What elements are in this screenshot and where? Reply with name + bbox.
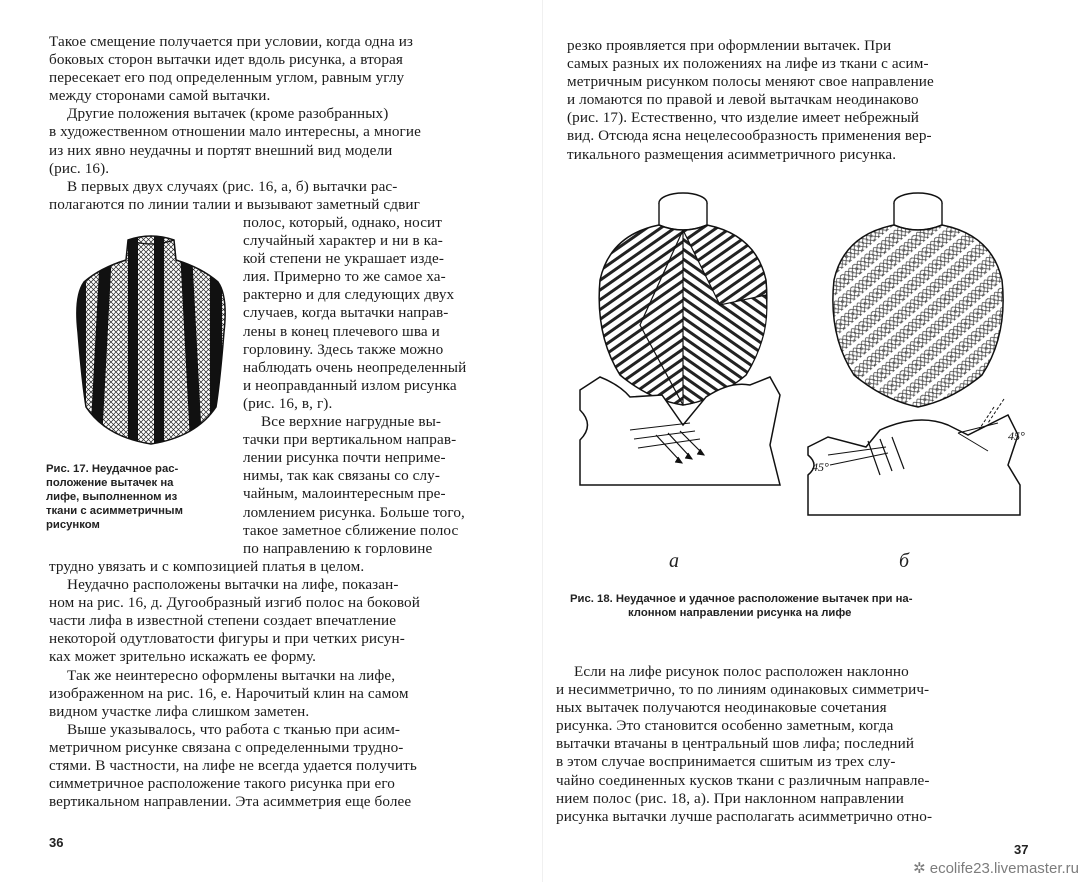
text-line: трудно увязать и с композицией платья в целом. bbox=[49, 558, 365, 575]
page-number: 36 bbox=[49, 835, 64, 850]
text-line: рисунка вытачки лучше располагать асимметрично отно- bbox=[556, 807, 933, 825]
text-line: в этом случае воспринимается сшитым из трех слу- bbox=[556, 753, 896, 771]
figure-18a-label: а bbox=[669, 550, 679, 572]
text-line: горловину. Здесь также можно bbox=[243, 340, 444, 358]
text-line: в художественном отношении мало интересны, а многие bbox=[49, 123, 421, 141]
text-line: и неоправданный излом рисунка bbox=[243, 376, 457, 394]
text-line: наблюдать очень неопределенный bbox=[243, 358, 467, 376]
text-line: между сторонами самой вытачки. bbox=[49, 87, 271, 105]
text-line: резко проявляется при оформлении вытачек. При bbox=[567, 37, 892, 54]
figure-18-caption bbox=[570, 592, 1060, 620]
text-line: и несимметрично, то по линиям одинаковых симметрич- bbox=[556, 681, 930, 699]
angle-label-left: 45° bbox=[812, 460, 829, 474]
figure-17-caption bbox=[46, 462, 231, 532]
text-line: метричном рисунке связана с определенными трудно- bbox=[49, 738, 404, 756]
text-line: кой степени не украшает изде- bbox=[243, 250, 445, 268]
text-line: рактерно и для следующих двух bbox=[243, 286, 455, 304]
text-line: Рис. 18. Неудачное и удачное расположение вытачек при на- bbox=[570, 593, 913, 605]
text-line: Если на лифе рисунок полос расположен наклонно bbox=[574, 663, 909, 680]
text-line: части лифа в известной степени создает впечатление bbox=[49, 612, 397, 630]
text-line: лия. Примерно то же самое ха- bbox=[243, 268, 446, 286]
text-line: Неудачно расположены вытачки на лифе, показан- bbox=[67, 576, 399, 594]
text-line: из них явно неудачны и портят внешний вид модели bbox=[49, 141, 393, 159]
text-line: Так же неинтересно оформлены вытачки на лифе, bbox=[67, 666, 396, 684]
text-line: Рис. 17. Неудачное рас- bbox=[46, 463, 179, 475]
watermark-text: ecolife23.livemaster.ru bbox=[929, 860, 1079, 877]
text-line: нием полос (рис. 18, а). При наклонном направлении bbox=[556, 789, 904, 807]
right-text-top bbox=[567, 37, 1067, 164]
left-text-wrap bbox=[243, 214, 528, 558]
text-line: пересекает его под определенным углом, равным углу bbox=[49, 69, 405, 87]
text-line: по направлению к горловине bbox=[243, 539, 433, 557]
text-line: (рис. 16, в, г). bbox=[243, 394, 333, 412]
figure-18b-label: б bbox=[899, 550, 910, 572]
text-line: вертикальном направлении. Эта асимметрия еще более bbox=[49, 793, 412, 811]
text-line: случайный характер и ни в ка- bbox=[243, 232, 443, 250]
text-line: и ломаются по правой и левой вытачкам неодинаково bbox=[567, 91, 919, 109]
text-line: лены в конец плечевого шва и bbox=[243, 322, 440, 340]
text-line: ткани с асимметричным bbox=[46, 505, 183, 517]
left-text-bottom bbox=[49, 558, 527, 811]
right-text-bottom bbox=[556, 663, 1070, 826]
text-line: клонном направлении рисунка на лифе bbox=[628, 607, 852, 619]
text-line: В первых двух случаях (рис. 16, а, б) вытачки рас- bbox=[67, 177, 398, 195]
text-line: Другие положения вытачек (кроме разобранных) bbox=[67, 105, 389, 123]
figure-17-bodice bbox=[66, 232, 236, 452]
text-line: некоторой одутловатости фигуры и при четких рисун- bbox=[49, 630, 405, 648]
text-line: чайным, малоинтересным пре- bbox=[243, 485, 446, 503]
text-line: ках может зрительно искажать ее форму. bbox=[49, 648, 317, 666]
text-line: Все верхние нагрудные вы- bbox=[261, 413, 442, 431]
text-line: нимы, так как связаны со слу- bbox=[243, 467, 441, 485]
text-line: симметричное расположение такого рисунка при его bbox=[49, 775, 395, 793]
text-line: стями. В частности, на лифе не всегда удается получить bbox=[49, 757, 417, 775]
text-line: изображенном на рис. 16, е. Нарочитый клин на самом bbox=[49, 684, 409, 702]
text-line: Такое смещение получается при условии, когда одна из bbox=[49, 33, 414, 50]
text-line: положение вытачек на bbox=[46, 477, 174, 489]
figure-18b-bodice bbox=[808, 185, 1038, 515]
figure-18a-bodice bbox=[580, 185, 790, 515]
text-line: ных вытачек получаются неодинаковые сочетания bbox=[556, 699, 887, 717]
text-line: тикального размещения асимметричного рисунка. bbox=[567, 145, 897, 163]
text-line: лифе, выполненном из bbox=[46, 491, 178, 503]
text-line: видном участке лифа слишком заметен. bbox=[49, 702, 310, 720]
text-line: вытачки втачаны в центральный шов лифа; последний bbox=[556, 735, 915, 753]
text-line: метричным рисунком полосы меняют свое направление bbox=[567, 73, 934, 91]
right-page bbox=[544, 0, 1087, 882]
left-text-top bbox=[49, 33, 527, 214]
text-line: (рис. 16). bbox=[49, 159, 110, 177]
text-line: полагаются по линии талии и вызывают заметный сдвиг bbox=[49, 195, 420, 213]
gear-icon: ✲ bbox=[913, 860, 926, 877]
page-gutter bbox=[542, 0, 543, 882]
text-line: боковых сторон вытачки идет вдоль рисунка, а вторая bbox=[49, 51, 403, 69]
text-line: случаев, когда вытачки направ- bbox=[243, 304, 449, 322]
angle-label-right: 45° bbox=[1008, 429, 1025, 443]
page-number: 37 bbox=[1014, 842, 1029, 857]
text-line: Выше указывалось, что работа с тканью при асим- bbox=[67, 720, 401, 738]
text-line: ломлением рисунка. Больше того, bbox=[243, 503, 465, 521]
text-line: чайно соединенных кусков ткани с различным направле- bbox=[556, 771, 930, 789]
text-line: самых разных их положениях на лифе из ткани с асим- bbox=[567, 55, 929, 73]
text-line: рисунка. Это становится особенно заметным, когда bbox=[556, 717, 894, 735]
text-line: рисунком bbox=[46, 519, 100, 531]
text-line: тачки при вертикальном направ- bbox=[243, 431, 457, 449]
text-line: такое заметное сближение полос bbox=[243, 521, 459, 539]
watermark bbox=[913, 859, 1079, 877]
left-page bbox=[0, 0, 543, 882]
text-line: вид. Отсюда ясна нецелесообразность применения вер- bbox=[567, 127, 932, 145]
text-line: полос, который, однако, носит bbox=[243, 214, 443, 231]
text-line: (рис. 17). Естественно, что изделие имеет небрежный bbox=[567, 109, 920, 127]
text-line: ном на рис. 16, д. Дугообразный изгиб полос на боковой bbox=[49, 594, 420, 612]
text-line: лении рисунка почти неприме- bbox=[243, 449, 446, 467]
